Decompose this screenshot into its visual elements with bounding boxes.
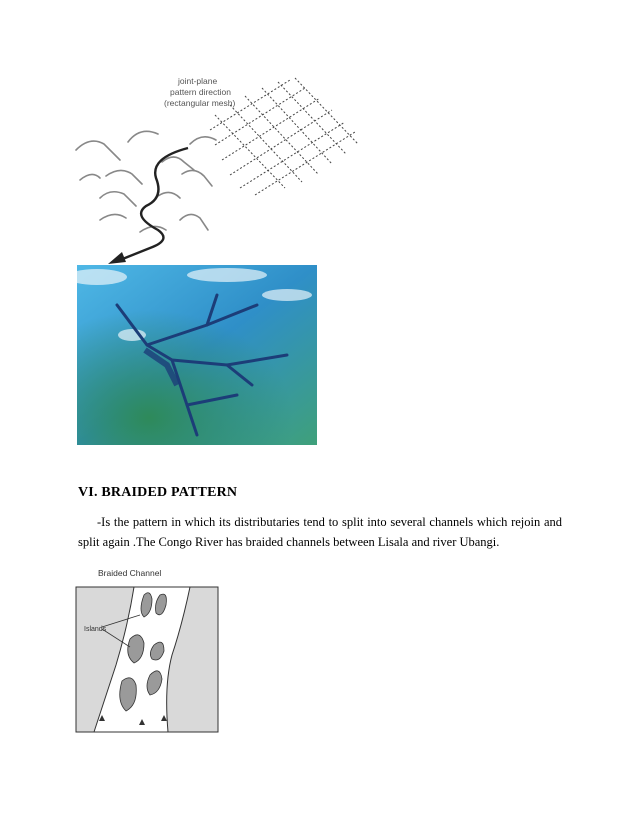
section-heading: VI. BRAIDED PATTERN	[78, 485, 238, 500]
braided-channel-diagram	[72, 565, 222, 735]
joint-label-line-1: joint-plane	[178, 76, 218, 86]
rectangular-mesh	[210, 78, 358, 195]
joint-plane-diagram	[70, 70, 370, 270]
stream-segments	[76, 131, 216, 232]
islands-label: Islands	[84, 626, 107, 633]
joint-label-line-3: (rectangular mesh)	[164, 98, 236, 108]
braided-title: Braided Channel	[98, 568, 162, 578]
joint-label-line-2: pattern direction	[170, 87, 231, 97]
aerial-photo	[77, 265, 317, 445]
flow-arrow-icon	[108, 252, 126, 264]
section-paragraph: -Is the pattern in which its distributaries tend to split into several channels which rejoin and split again .The Congo River has braided channels between Lisala and river Ubangi.	[78, 515, 562, 549]
main-stream-path	[120, 148, 188, 260]
